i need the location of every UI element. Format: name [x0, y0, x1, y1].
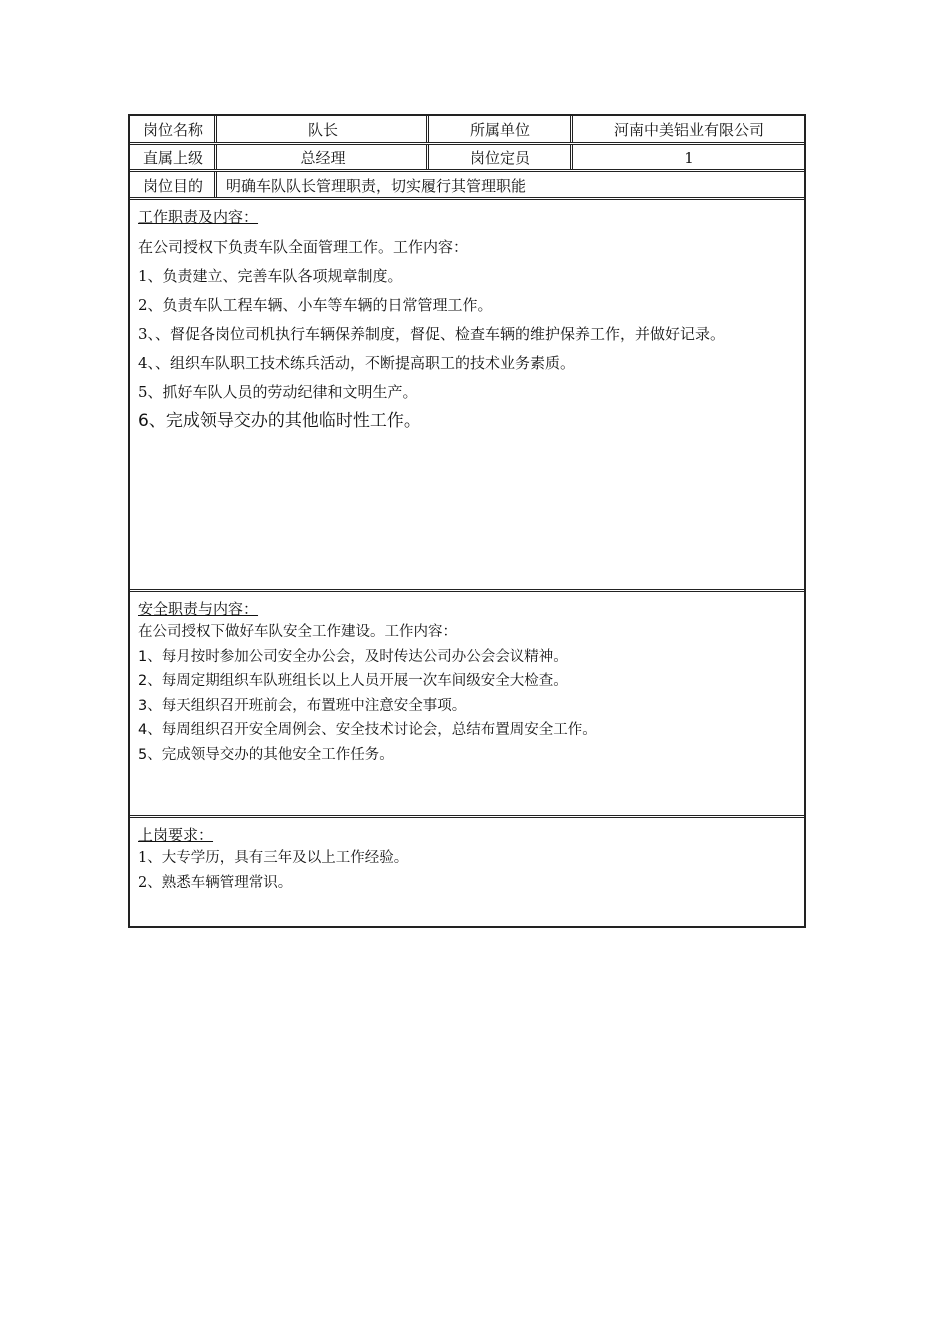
safety-duties-title: 安全职责与内容：	[138, 600, 259, 618]
work-duty-item: 2、负责车队工程车辆、小车等车辆的日常管理工作。	[138, 296, 493, 314]
work-duties-intro: 在公司授权下负责车队全面管理工作。工作内容：	[138, 238, 469, 256]
supervisor-label: 直属上级	[142, 149, 203, 167]
safety-duty-item: 1、每月按时参加公司安全办公会，及时传达公司办公会会议精神。	[138, 648, 568, 665]
job-description-table	[128, 114, 806, 928]
department-value: 河南中美铝业有限公司	[613, 121, 764, 139]
headcount-label: 岗位定员	[469, 149, 530, 167]
requirements-section	[130, 818, 804, 926]
safety-duty-item: 2、每周定期组织车队班组长以上人员开展一次车间级安全大检查。	[138, 673, 568, 689]
work-duty-item: 5、抓好车队人员的劳动纪律和文明生产。	[138, 383, 418, 401]
department-label: 所属单位	[469, 121, 530, 139]
safety-duty-item: 4、每周组织召开安全周例会、安全技术讨论会，总结布置周安全工作。	[138, 722, 597, 738]
work-duty-item: 4、、组织车队职工技术练兵活动，不断提高职工的技术业务素质。	[138, 354, 576, 372]
work-duty-item: 1、负责建立、完善车队各项规章制度。	[138, 267, 403, 285]
requirements-title: 上岗要求：	[138, 826, 214, 844]
supervisor-value: 总经理	[300, 149, 346, 167]
headcount-value: 1	[684, 148, 694, 167]
work-duty-item: 3、、督促各岗位司机执行车辆保养制度，督促、检查车辆的维护保养工作，并做好记录。	[138, 325, 726, 343]
safety-duty-item: 3、每天组织召开班前会，布置班中注意安全事项。	[138, 697, 467, 714]
job-title-label: 岗位名称	[142, 121, 203, 139]
header-row-3	[130, 172, 804, 198]
requirement-item: 1、大专学历，具有三年及以上工作经验。	[138, 850, 409, 866]
safety-duties-intro: 在公司授权下做好车队安全工作建设。工作内容：	[138, 624, 457, 640]
requirement-item: 2、熟悉车辆管理常识。	[138, 874, 293, 891]
work-duty-item: 6、完成领导交办的其他临时性工作。	[138, 411, 421, 431]
work-duties-section	[130, 200, 804, 588]
work-duties-title: 工作职责及内容：	[138, 208, 259, 226]
header-row-2	[130, 145, 804, 170]
job-title-value: 队长	[307, 121, 338, 139]
safety-duty-item: 5、完成领导交办的其他安全工作任务。	[138, 746, 394, 763]
purpose-label: 岗位目的	[142, 176, 203, 195]
header-row-1	[130, 116, 804, 143]
purpose-value: 明确车队队长管理职责，切实履行其管理职能	[226, 176, 527, 195]
safety-duties-section	[130, 592, 804, 814]
